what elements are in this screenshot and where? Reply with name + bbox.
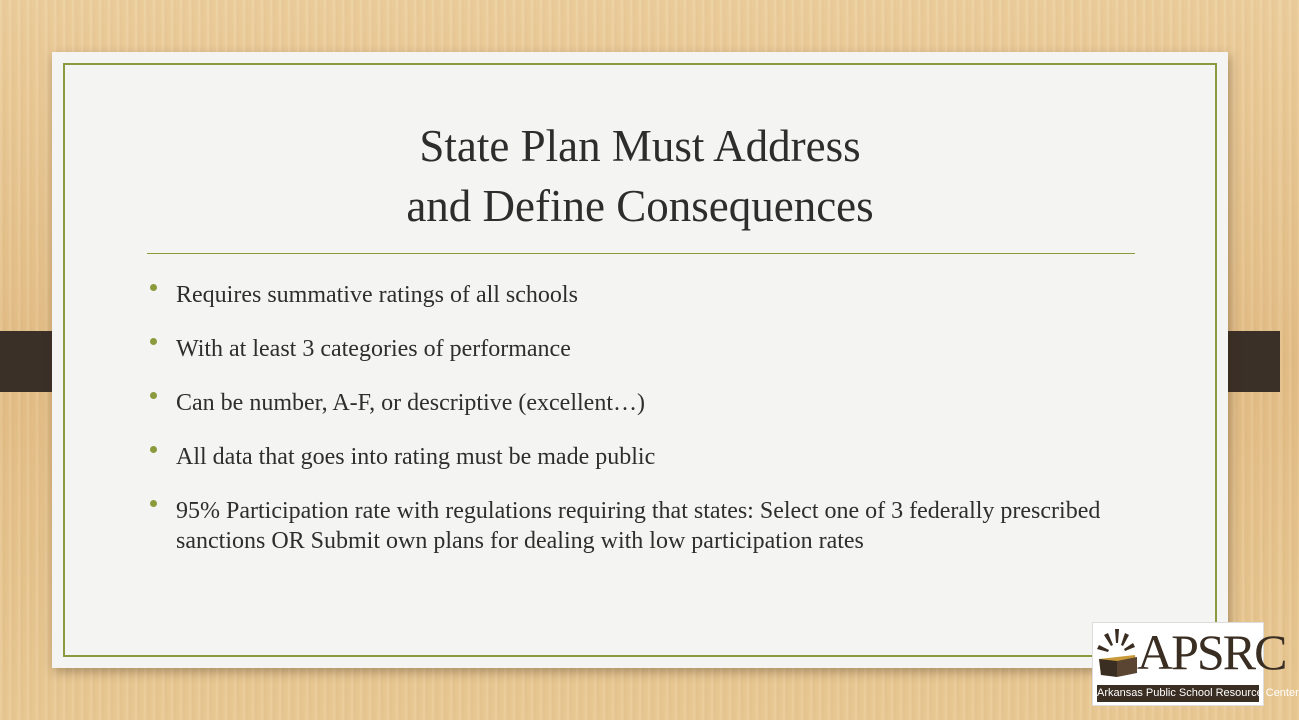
bullet-dot-icon bbox=[150, 338, 157, 345]
book-rays-icon bbox=[1095, 625, 1139, 683]
bullet-item bbox=[147, 334, 1107, 364]
bullet-dot-icon bbox=[150, 500, 157, 507]
slide-title-line-1: State Plan Must Address bbox=[419, 121, 861, 171]
bullet-item bbox=[147, 280, 1107, 310]
bullet-dot-icon bbox=[150, 392, 157, 399]
apsrc-logo bbox=[1092, 622, 1299, 706]
bullet-item bbox=[147, 442, 1107, 472]
logo-wordmark: APSRC bbox=[1137, 624, 1286, 680]
slide-title-line-2: and Define Consequences bbox=[406, 181, 874, 231]
slide-title bbox=[52, 116, 1228, 236]
slide-paper bbox=[52, 52, 1228, 668]
bullet-list bbox=[147, 280, 1107, 580]
logo-tagline: Arkansas Public School Resource Center bbox=[1097, 685, 1259, 702]
bullet-text: Requires summative ratings of all schools bbox=[176, 282, 578, 308]
bullet-dot-icon bbox=[150, 284, 157, 291]
bullet-item bbox=[147, 496, 1107, 556]
title-divider bbox=[147, 253, 1135, 254]
bullet-dot-icon bbox=[150, 446, 157, 453]
bullet-text: With at least 3 categories of performance bbox=[176, 336, 571, 362]
bullet-text: Can be number, A-F, or descriptive (excellent…) bbox=[176, 390, 645, 416]
bullet-item bbox=[147, 388, 1107, 418]
bullet-text: All data that goes into rating must be made public bbox=[176, 444, 656, 470]
bullet-text: 95% Participation rate with regulations requiring that states: Select one of 3 federally prescribed sanctions OR Submit own plans for dealing with low participation rates bbox=[176, 498, 1101, 554]
